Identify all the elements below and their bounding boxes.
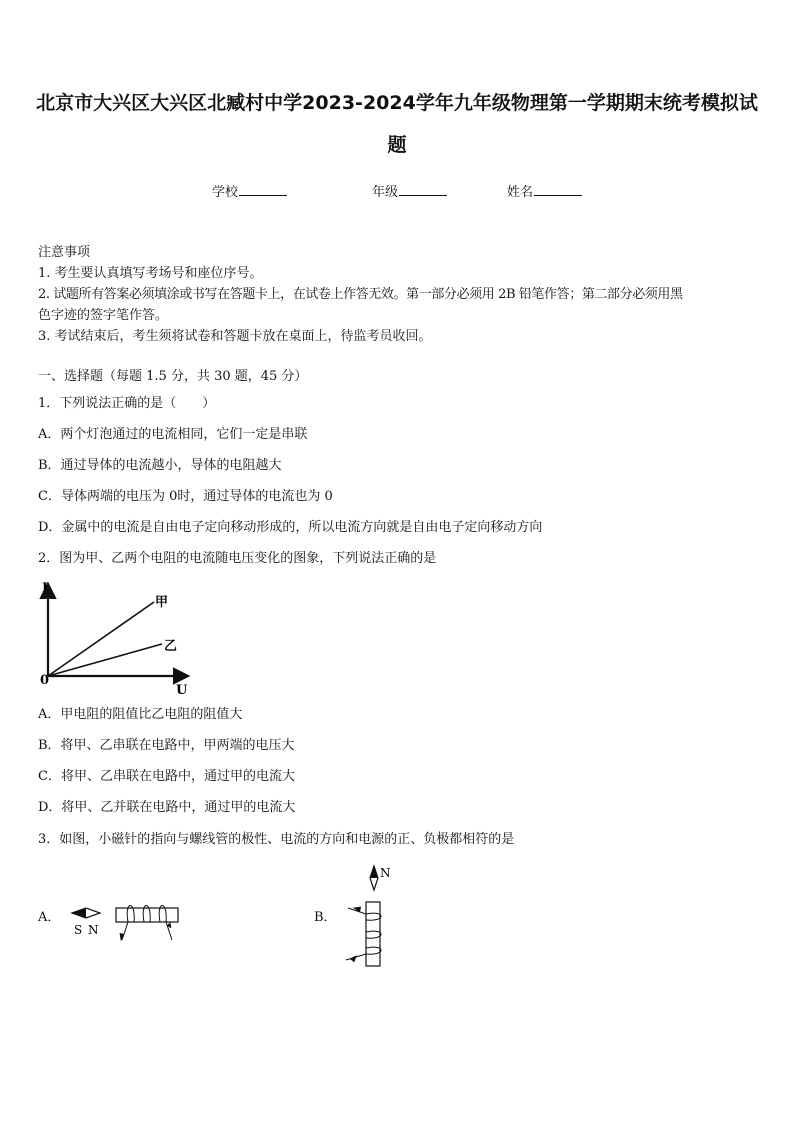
solenoid-core xyxy=(366,902,380,966)
lead-wire xyxy=(122,922,128,940)
coil-turn xyxy=(366,913,381,920)
question-3-option-b[interactable]: B． xyxy=(314,910,337,925)
school-blank[interactable] xyxy=(239,183,287,196)
notice-item: 1. 考生要认真填写考场号和座位序号。 xyxy=(38,266,263,281)
coil-turn xyxy=(366,931,381,938)
notice-item: 3. 考试结束后，考生须将试卷和答题卡放在桌面上，待监考员收回。 xyxy=(38,329,432,344)
notice-heading: 注意事项 xyxy=(38,245,91,260)
notice-item: 2. 试题所有答案必须填涂或书写在答题卡上，在试卷上作答无效。第一部分必须用 2B 铅笔作答；第二部分必须用黑 xyxy=(38,287,683,302)
question-3-stem: 3．如图，小磁针的指向与螺线管的极性、电流的方向和电源的正、负极都相符的是 xyxy=(38,832,515,847)
question-1-option-c[interactable]: C．导体两端的电压为 0时，通过导体的电流也为 0 xyxy=(38,489,333,504)
figure-a-s-label: S xyxy=(74,923,83,937)
page-title: 北京市大兴区大兴区北臧村中学2023-2024学年九年级物理第一学期期末统考模拟试 xyxy=(36,92,758,114)
question-1-option-b[interactable]: B．通过导体的电流越小，导体的电阻越大 xyxy=(38,458,282,473)
y-axis-label: I xyxy=(42,581,49,596)
figure-b-solenoid xyxy=(340,864,410,970)
line-yi-label: 乙 xyxy=(164,639,178,654)
school-field[interactable] xyxy=(212,181,287,200)
question-2-option-a[interactable]: A．甲电阻的阻值比乙电阻的阻值大 xyxy=(38,707,243,722)
x-axis-label: U xyxy=(176,683,188,698)
section-heading: 一、选择题（每题 1.5 分，共 30 题，45 分） xyxy=(38,369,308,384)
figure-a-n-label: N xyxy=(88,923,99,937)
compass-needle-dark-icon xyxy=(370,866,378,878)
current-arrow-icon xyxy=(350,956,356,962)
page-title-cont: 题 xyxy=(387,134,407,156)
question-1-option-a[interactable]: A．两个灯泡通过的电流相同，它们一定是串联 xyxy=(38,427,308,442)
figure-a-solenoid xyxy=(66,896,190,948)
grade-field[interactable] xyxy=(372,181,447,200)
question-1-stem: 1．下列说法正确的是（ ） xyxy=(38,396,216,411)
question-2-option-c[interactable]: C．将甲、乙串联在电路中，通过甲的电流大 xyxy=(38,769,295,784)
notice-item: 色字迹的签字笔作答。 xyxy=(38,308,169,323)
question-1-option-d[interactable]: D．金属中的电流是自由电子定向移动形成的，所以电流方向就是自由电子定向移动方向 xyxy=(38,520,543,535)
question-2-option-b[interactable]: B．将甲、乙串联在电路中，甲两端的电压大 xyxy=(38,738,295,753)
coil-turn xyxy=(366,947,381,954)
grade-blank[interactable] xyxy=(399,183,447,196)
question-2-option-d[interactable]: D．将甲、乙并联在电路中，通过甲的电流大 xyxy=(38,800,296,815)
line-yi xyxy=(48,644,162,676)
name-label: 姓名 xyxy=(507,185,534,200)
compass-needle-dark-icon xyxy=(72,908,86,918)
iu-graph xyxy=(36,578,201,698)
line-jia xyxy=(48,602,154,676)
origin-label: 0 xyxy=(40,673,50,688)
question-2-stem: 2．图为甲、乙两个电阻的电流随电压变化的图象，下列说法正确的是 xyxy=(38,551,437,566)
school-label: 学校 xyxy=(212,185,239,200)
line-jia-label: 甲 xyxy=(155,595,169,610)
figure-b-n-label: N xyxy=(380,866,391,880)
solenoid-core xyxy=(116,908,178,922)
name-blank[interactable] xyxy=(534,183,582,196)
question-3-option-a[interactable]: A． xyxy=(38,910,61,925)
name-field[interactable] xyxy=(507,181,582,200)
grade-label: 年级 xyxy=(372,185,399,200)
